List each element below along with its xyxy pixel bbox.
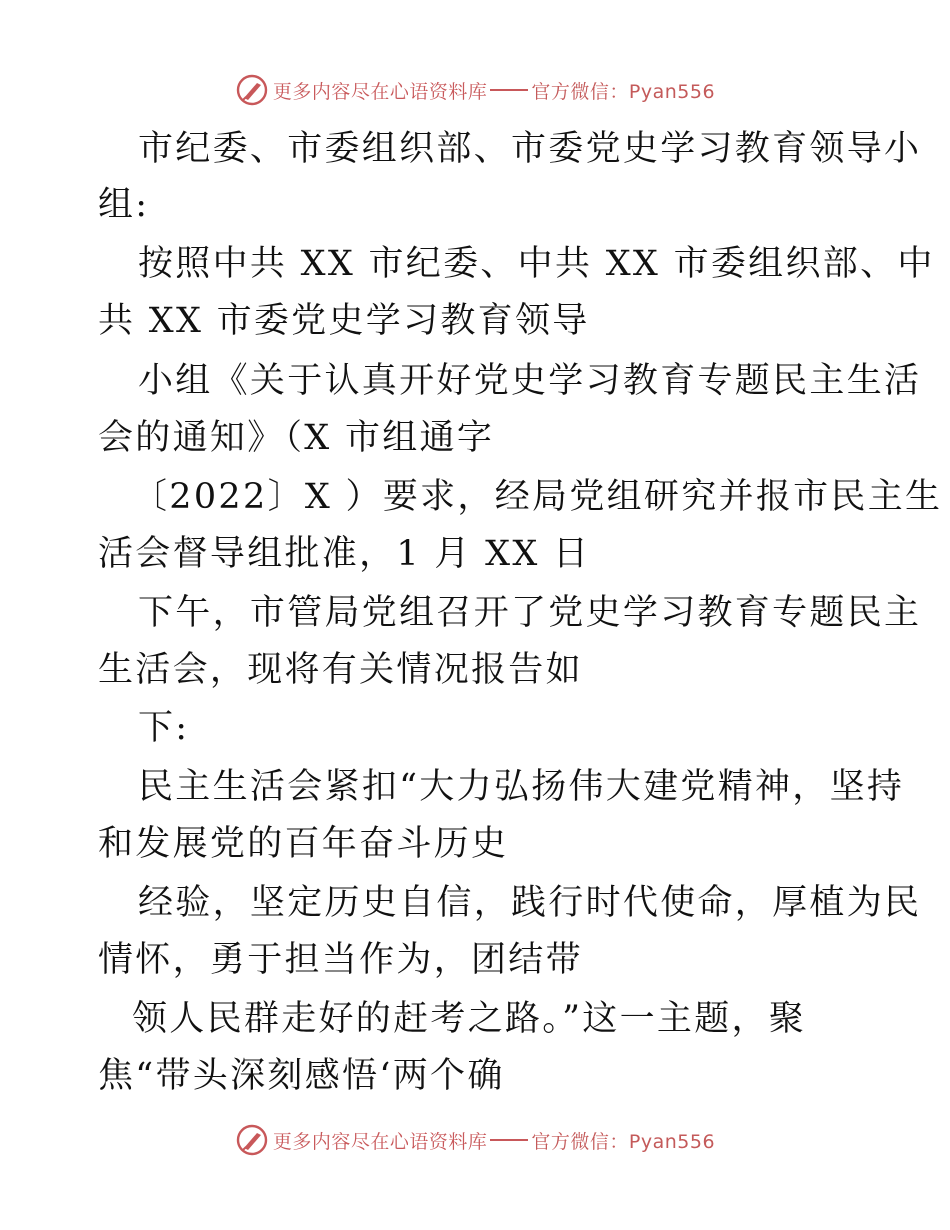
text-line: 焦“带头深刻感悟‘两个确 [98, 1056, 505, 1096]
text-line: 按照中共 XX 市纪委、中共 XX 市委组织部、中 [138, 244, 935, 284]
text-line: 生活会，现将有关情况报告如 [98, 650, 583, 690]
watermark-dash [490, 1139, 528, 1141]
watermark-text: 更多内容尽在心语资料库 [272, 80, 488, 103]
text-line: 共 XX 市委党史学习教育领导 [98, 301, 590, 341]
text-line: 下午，市管局党组召开了党史学习教育专题民主 [138, 593, 922, 633]
text-line: 活会督导组批准，1 月 XX 日 [98, 534, 591, 574]
watermark-wechat: 官方微信：Pyan556 [531, 80, 716, 103]
quill-pen-logo-icon [235, 1123, 269, 1157]
text-line: 民主生活会紧扣“大力弘扬伟大建党精神，坚持 [138, 767, 905, 807]
text-line: 组: [98, 185, 150, 225]
text-line: 市纪委、市委组织部、市委党史学习教育领导小 [138, 129, 922, 169]
text-line: 经验，坚定历史自信，践行时代使命，厚植为民 [138, 883, 922, 923]
text-line: 和发展党的百年奋斗历史 [98, 824, 509, 864]
watermark-wechat: 官方微信：Pyan556 [531, 1130, 716, 1153]
text-line: 下: [138, 708, 190, 748]
text-line: 小组《关于认真开好党史学习教育专题民主生活 [138, 361, 922, 401]
text-line: 〔2022〕X ）要求，经局党组研究并报市民主生 [132, 477, 943, 517]
text-line: 会的通知》（X 市组通字 [98, 418, 495, 458]
watermark-text: 更多内容尽在心语资料库 [272, 1130, 488, 1153]
watermark-footer [0, 1120, 950, 1160]
text-line: 情怀，勇于担当作为，团结带 [98, 940, 583, 980]
text-line: 领人民群走好的赶考之路。”这一主题，聚 [132, 999, 807, 1039]
